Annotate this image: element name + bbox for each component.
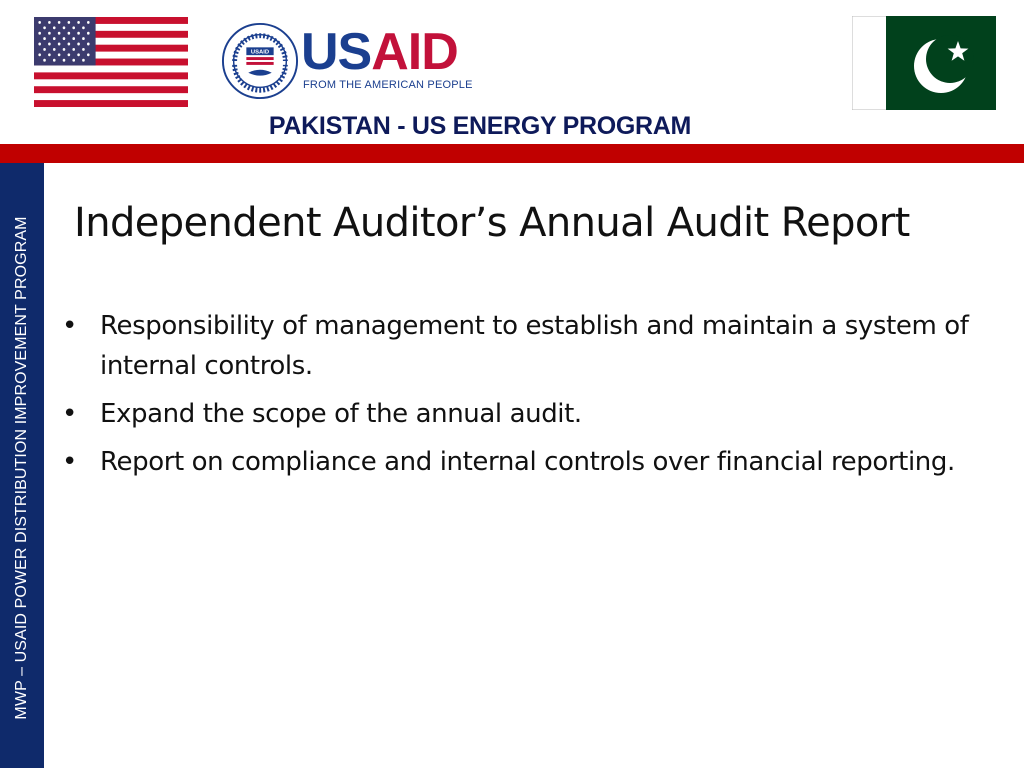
bullet-list — [62, 306, 1012, 490]
bullet-item — [62, 394, 1012, 434]
header-divider-band — [0, 144, 1024, 163]
bullet-text: Expand the scope of the annual audit. — [100, 399, 582, 429]
slide-title: Independent Auditor’s Annual Audit Report — [74, 200, 910, 246]
bullet-marker: • — [62, 447, 77, 477]
bullet-marker: • — [62, 399, 77, 429]
us-flag — [34, 17, 188, 107]
bullet-text: Report on compliance and internal controls over financial reporting. — [100, 447, 955, 477]
bullet-text: Responsibility of management to establish and maintain a system of internal controls. — [100, 311, 969, 381]
svg-text:USAID: USAID — [250, 49, 270, 56]
usaid-wordmark: USAID — [301, 23, 458, 81]
sidebar-program-label: MWP – USAID POWER DISTRIBUTION IMPROVEMENT PROGRAM — [13, 216, 30, 720]
usaid-seal-icon — [221, 22, 299, 100]
bullet-item — [62, 306, 1012, 386]
usaid-tagline: FROM THE AMERICAN PEOPLE — [303, 79, 473, 91]
program-title: PAKISTAN - US ENERGY PROGRAM — [268, 112, 692, 140]
usaid-logo — [221, 22, 471, 104]
bullet-item — [62, 442, 1012, 482]
pakistan-flag — [852, 16, 996, 110]
bullet-marker: • — [62, 311, 77, 341]
